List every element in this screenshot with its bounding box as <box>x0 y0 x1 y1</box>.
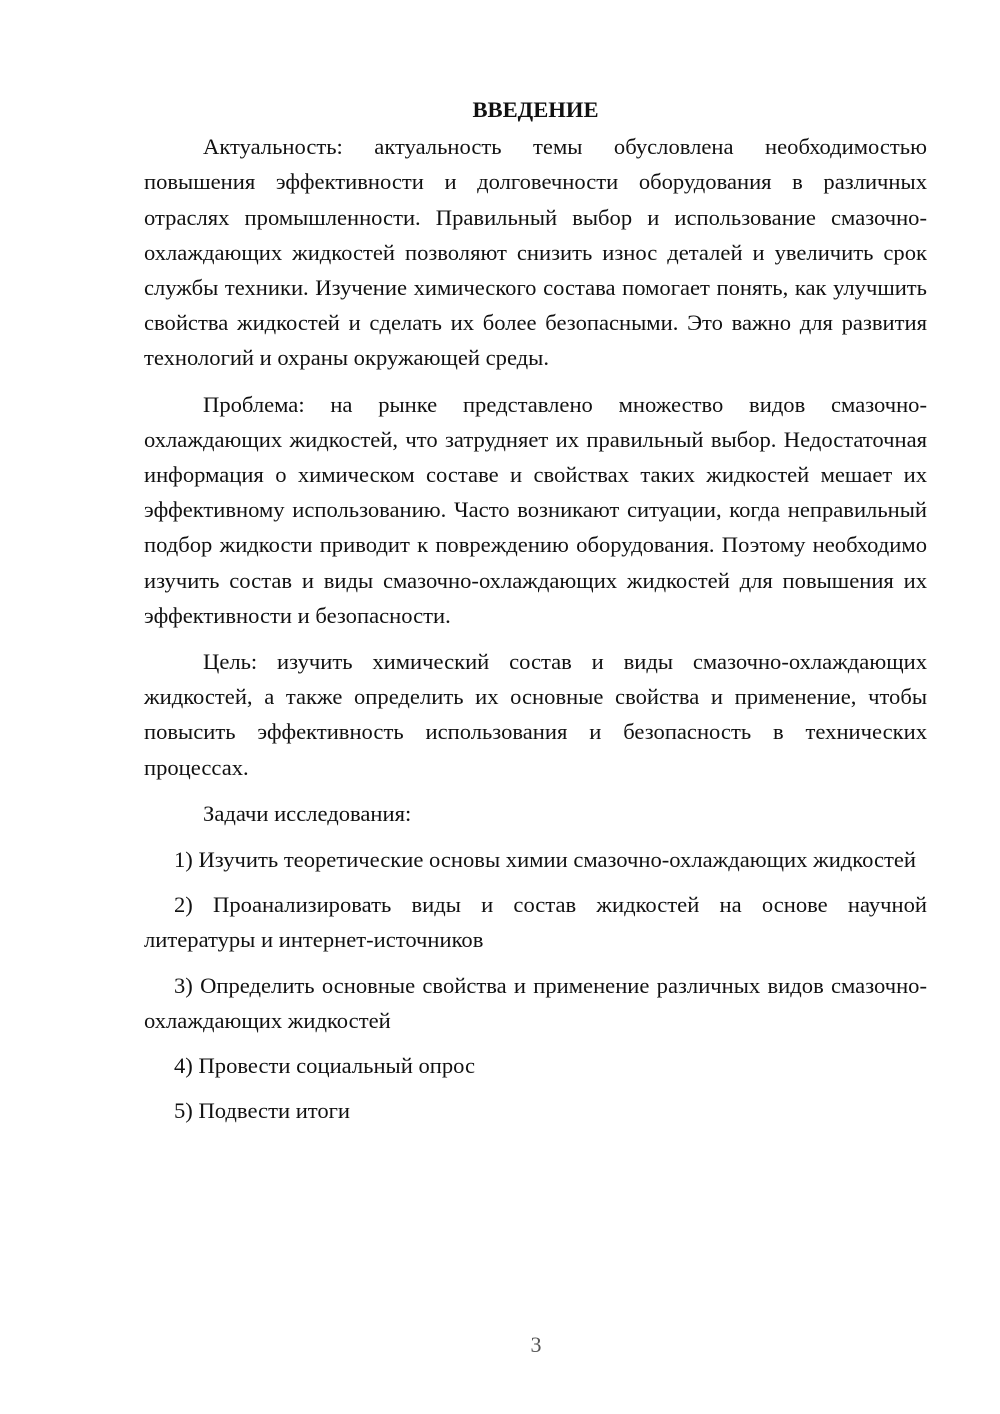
section-heading: ВВЕДЕНИЕ <box>472 97 599 122</box>
task-item: 5) Подвести итоги <box>174 1098 351 1124</box>
paragraph-goal: Цель: изучить химический состав и виды смазочно-охлаждающих жидкостей, а также определить их основные свойства и применение, чтобы повысить эффективность использования и безопасность в технических процессах. <box>144 649 927 780</box>
task-item: 1) Изучить теоретические основы химии смазочно-охлаждающих жидкостей <box>174 847 916 873</box>
page-content <box>144 92 927 1138</box>
task-item: 2) Проанализировать виды и состав жидкостей на основе научной литературы и интернет-источников <box>144 892 927 953</box>
tasks-list <box>144 842 927 1128</box>
tasks-heading: Задачи исследования: <box>203 800 412 826</box>
paragraph-relevance: Актуальность: актуальность темы обусловлена необходимостью повышения эффективности и долговечности оборудования в различных отраслях промышленности. Правильный выбор и использование смазочно-охлаждающих жидкостей позволяют снизить износ деталей и увеличить срок службы техники. Изучение химического состава помогает понять, как улучшить свойства жидкостей и сделать их более безопасными. Это важно для развития технологий и охраны окружающей среды. <box>144 134 927 371</box>
paragraph-problem: Проблема: на рынке представлено множество видов смазочно-охлаждающих жидкостей, что затрудняет их правильный выбор. Недостаточная информация о химическом составе и свойствах таких жидкостей мешает их эффективному использованию. Часто возникают ситуации, когда неправильный подбор жидкости приводит к повреждению оборудования. Поэтому необходимо изучить состав и виды смазочно-охлаждающих жидкостей для повышения их эффективности и безопасности. <box>144 391 927 628</box>
task-item: 4) Провести социальный опрос <box>174 1053 476 1079</box>
page-number: 3 <box>530 1332 542 1357</box>
task-item: 3) Определить основные свойства и применение различных видов смазочно-охлаждающих жидкостей <box>144 972 927 1033</box>
